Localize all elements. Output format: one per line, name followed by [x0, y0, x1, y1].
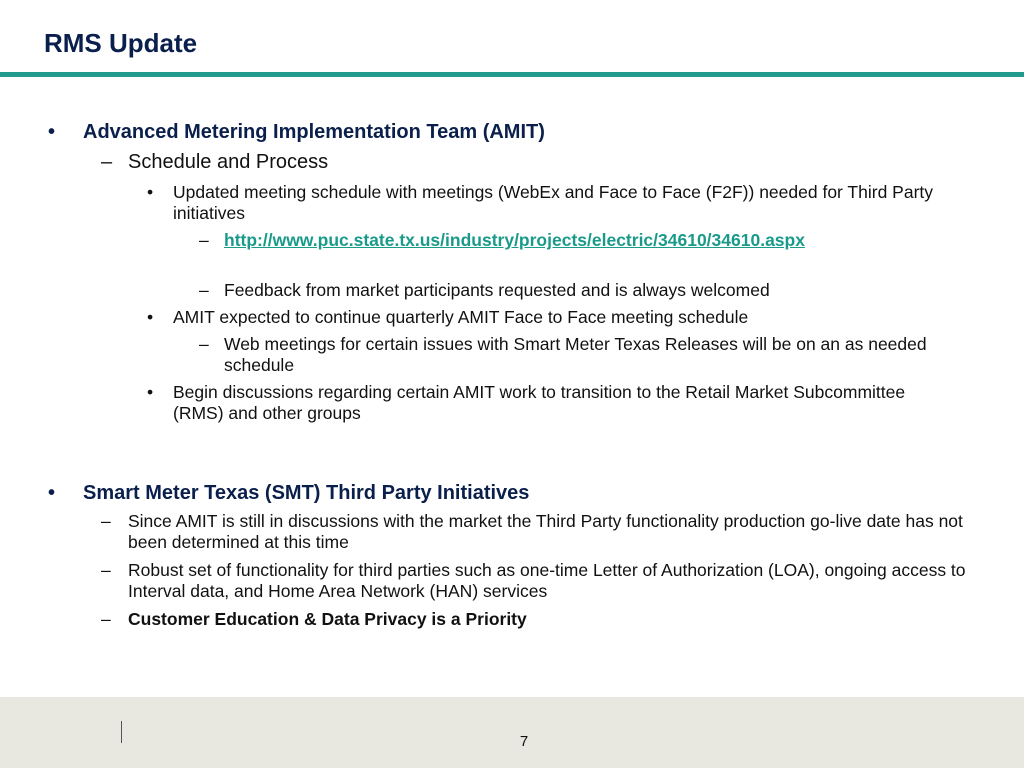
- sub-item-text: Feedback from market participants requested and is always welcomed: [224, 280, 770, 300]
- dash-marker: –: [101, 511, 111, 531]
- dash-marker: –: [101, 609, 111, 629]
- puc-project-link[interactable]: http://www.puc.state.tx.us/industry/projects/electric/34610/34610.aspx: [224, 230, 805, 250]
- sub-bullet-text: Customer Education & Data Privacy is a Priority: [128, 609, 527, 629]
- bullet-marker: •: [48, 121, 56, 143]
- sub-item-text: Web meetings for certain issues with Smart Meter Texas Releases will be on an as needed schedule: [224, 334, 927, 375]
- sub-bullet-text: Robust set of functionality for third parties such as one-time Letter of Authorization (LOA), ongoing access to Interval data, and Home Area Network (HAN) services: [128, 560, 966, 601]
- bullet-text: Smart Meter Texas (SMT) Third Party Initiatives: [83, 482, 530, 504]
- item-text: AMIT expected to continue quarterly AMIT Face to Face meeting schedule: [173, 307, 749, 327]
- slide-title: RMS Update: [44, 28, 198, 58]
- bullet-marker: •: [48, 482, 56, 504]
- dash-marker: –: [199, 280, 209, 300]
- bullet-marker: •: [147, 307, 154, 327]
- bullet-text: Advanced Metering Implementation Team (AMIT): [83, 121, 545, 143]
- bullet-marker: •: [147, 382, 154, 402]
- title-divider: [0, 72, 1024, 77]
- dash-marker: –: [199, 230, 209, 250]
- slide-footer: [0, 697, 1024, 768]
- page-number: 7: [519, 733, 529, 750]
- dash-marker: –: [101, 151, 113, 173]
- item-text: Begin discussions regarding certain AMIT work to transition to the Retail Market Subcommittee (RMS) and other groups: [173, 382, 906, 423]
- sub-bullet-text: Since AMIT is still in discussions with the market the Third Party functionality production go-live date has not been determined at this time: [128, 511, 963, 552]
- dash-marker: –: [199, 334, 209, 354]
- sub-bullet-text: Schedule and Process: [128, 151, 329, 173]
- bullet-marker: •: [147, 182, 154, 202]
- item-text: Updated meeting schedule with meetings (WebEx and Face to Face (F2F)) needed for Third Party initiatives: [173, 182, 934, 223]
- dash-marker: –: [101, 560, 111, 580]
